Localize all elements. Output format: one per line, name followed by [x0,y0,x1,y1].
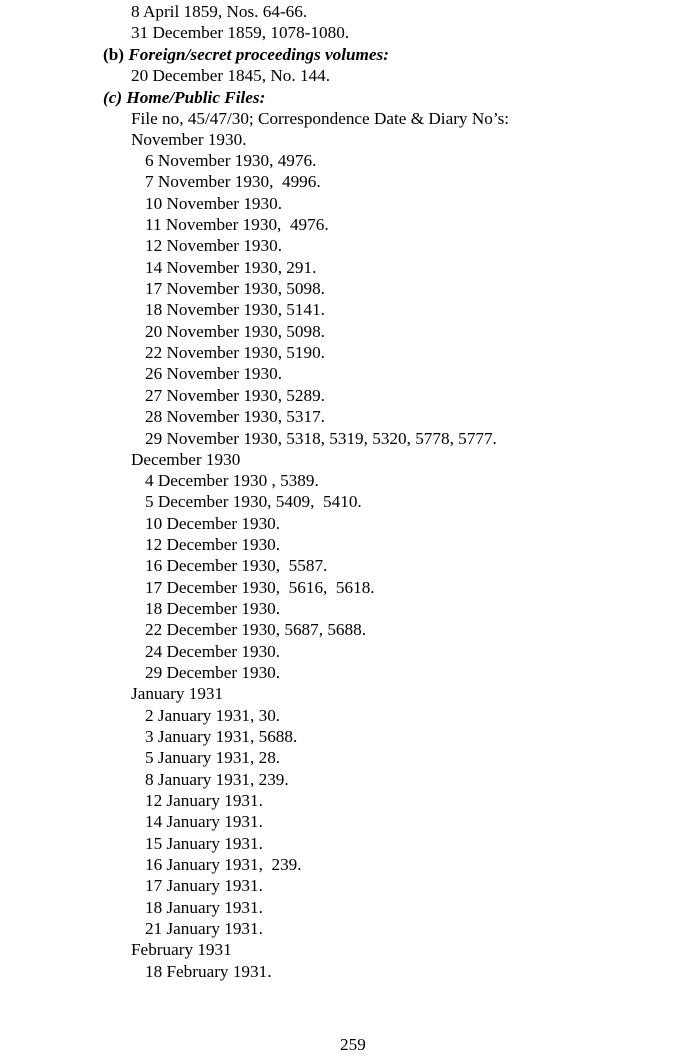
diary-entry: 17 December 1930, 5616, 5618. [145,578,375,597]
diary-entry: 3 January 1931, 5688. [145,727,298,746]
diary-entry: 5 December 1930, 5409, 5410. [145,492,362,511]
diary-entry: 16 January 1931, 239. [145,855,302,874]
diary-entry: 27 November 1930, 5289. [145,386,325,405]
page-number: 259 [340,1035,366,1054]
text-line: 20 December 1845, No. 144. [131,66,331,85]
diary-entry: 12 January 1931. [145,791,263,810]
diary-entry: 12 November 1930. [145,236,282,255]
section-heading-b [103,44,389,65]
diary-entry: 18 January 1931. [145,898,263,917]
text-line: 8 April 1859, Nos. 64-66. [131,2,308,21]
diary-entry: 17 January 1931. [145,876,263,895]
diary-entry: 11 November 1930, 4976. [145,215,329,234]
diary-entry: 18 November 1930, 5141. [145,300,325,319]
diary-entry: 24 December 1930. [145,642,281,661]
section-title: Home/Public Files: [126,88,266,107]
text-line: File no, 45/47/30; Correspondence Date & Diary No’s: [131,109,510,128]
diary-entry: 2 January 1931, 30. [145,706,281,725]
diary-entry: 22 November 1930, 5190. [145,343,325,362]
section-heading-c [103,87,265,108]
diary-entry: 10 November 1930. [145,194,282,213]
diary-entry: 8 January 1931, 239. [145,770,289,789]
diary-entry: 21 January 1931. [145,919,263,938]
diary-entry: 5 January 1931, 28. [145,748,281,767]
month-heading: February 1931 [131,940,232,959]
diary-entry: 22 December 1930, 5687, 5688. [145,620,367,639]
section-title: Foreign/secret proceedings volumes: [128,45,389,64]
month-heading: January 1931 [131,684,224,703]
diary-entry: 29 December 1930. [145,663,281,682]
diary-entry: 29 November 1930, 5318, 5319, 5320, 5778, 5777. [145,429,497,448]
diary-entry: 26 November 1930. [145,364,282,383]
section-marker: (c) [103,88,123,107]
month-heading: November 1930. [131,130,247,149]
diary-entry: 28 November 1930, 5317. [145,407,325,426]
diary-entry: 10 December 1930. [145,514,281,533]
diary-entry: 12 December 1930. [145,535,281,554]
diary-entry: 14 November 1930, 291. [145,258,317,277]
diary-entry: 18 February 1931. [145,962,272,981]
text-line: 31 December 1859, 1078-1080. [131,23,350,42]
month-heading: December 1930 [131,450,241,469]
diary-entry: 17 November 1930, 5098. [145,279,325,298]
diary-entry: 7 November 1930, 4996. [145,172,321,191]
diary-entry: 14 January 1931. [145,812,263,831]
diary-entry: 18 December 1930. [145,599,281,618]
diary-entry: 16 December 1930, 5587. [145,556,328,575]
section-marker: (b) [103,45,125,64]
diary-entry: 4 December 1930 , 5389. [145,471,319,490]
diary-entry: 15 January 1931. [145,834,263,853]
diary-entry: 20 November 1930, 5098. [145,322,325,341]
diary-entry: 6 November 1930, 4976. [145,151,317,170]
